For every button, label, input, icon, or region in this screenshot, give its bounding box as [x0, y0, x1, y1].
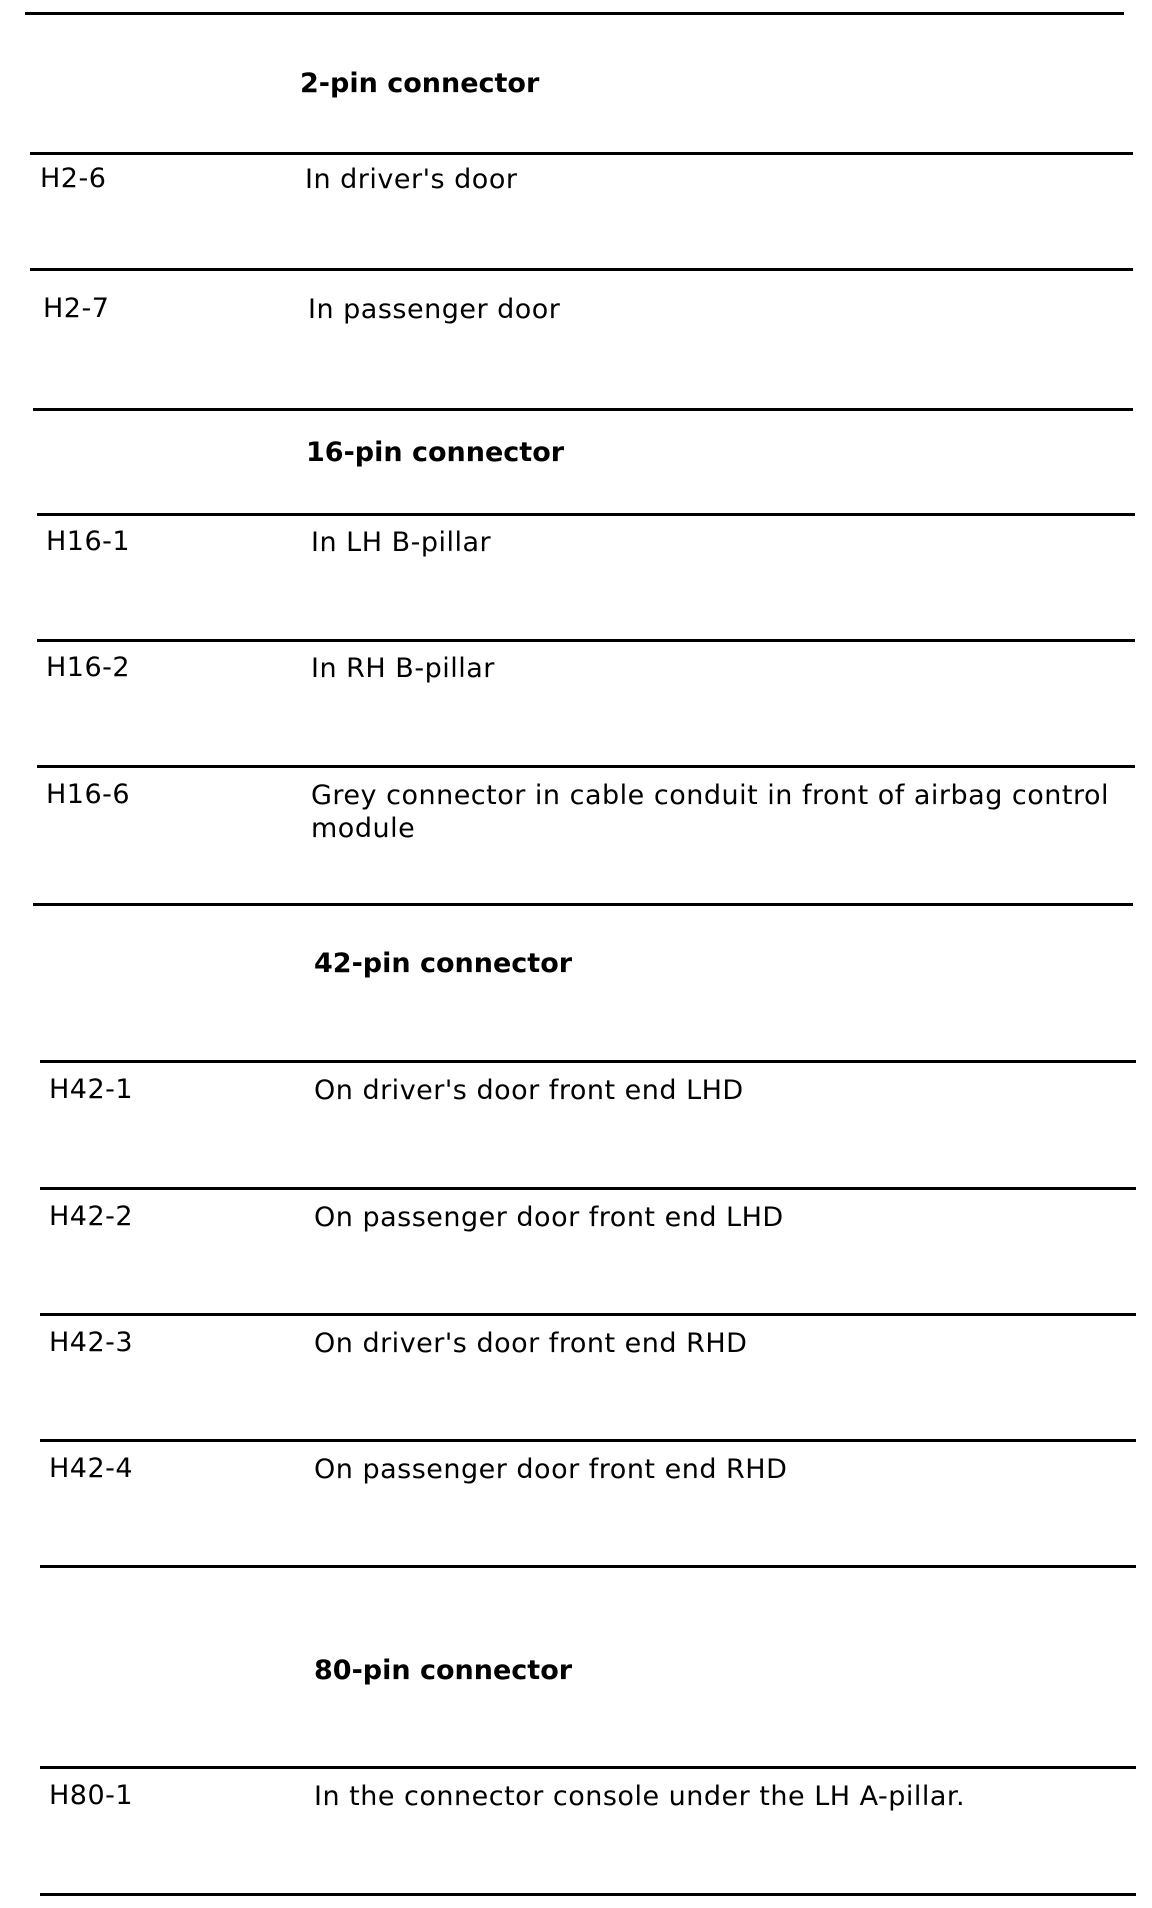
section-divider: [40, 1565, 1136, 1568]
row-divider: [40, 1766, 1136, 1769]
connector-code: H16-6: [46, 779, 131, 810]
table-top-rule: [25, 12, 1124, 15]
connector-code: H2-7: [43, 293, 110, 324]
row-divider: [40, 1313, 1136, 1316]
connector-location: Grey connector in cable conduit in front of airbag control module: [311, 780, 1110, 844]
section-heading-80-pin: 80-pin connector: [314, 1655, 573, 1686]
connector-location: On passenger door front end LHD: [314, 1202, 784, 1233]
section-divider: [33, 408, 1133, 411]
section-divider: [33, 903, 1133, 906]
connector-code: H42-4: [49, 1453, 134, 1484]
connector-location: In RH B-pillar: [311, 653, 495, 684]
connector-code: H80-1: [49, 1780, 134, 1811]
connector-code: H16-2: [46, 652, 131, 683]
row-divider: [40, 1060, 1136, 1063]
connector-location: On driver's door front end LHD: [314, 1075, 744, 1106]
connector-code: H42-3: [49, 1327, 134, 1358]
connector-location: In LH B-pillar: [311, 527, 492, 558]
connector-location: In passenger door: [308, 294, 561, 325]
row-divider: [37, 639, 1135, 642]
row-divider: [40, 1439, 1136, 1442]
section-heading-2-pin: 2-pin connector: [300, 68, 540, 99]
row-divider: [30, 268, 1133, 271]
connector-code: H2-6: [40, 163, 107, 194]
connector-location: On passenger door front end RHD: [314, 1454, 788, 1485]
connector-location: In driver's door: [305, 164, 518, 195]
row-divider: [37, 765, 1135, 768]
connector-code: H16-1: [46, 526, 131, 557]
row-divider: [30, 152, 1133, 155]
table-bottom-rule: [40, 1893, 1136, 1896]
row-divider: [40, 1187, 1136, 1190]
row-divider: [37, 513, 1135, 516]
connector-code: H42-1: [49, 1074, 134, 1105]
section-heading-42-pin: 42-pin connector: [314, 948, 573, 979]
section-heading-16-pin: 16-pin connector: [306, 437, 565, 468]
connector-location: In the connector console under the LH A-pillar.: [314, 1781, 966, 1812]
connector-location: On driver's door front end RHD: [314, 1328, 748, 1359]
connector-code: H42-2: [49, 1201, 134, 1232]
